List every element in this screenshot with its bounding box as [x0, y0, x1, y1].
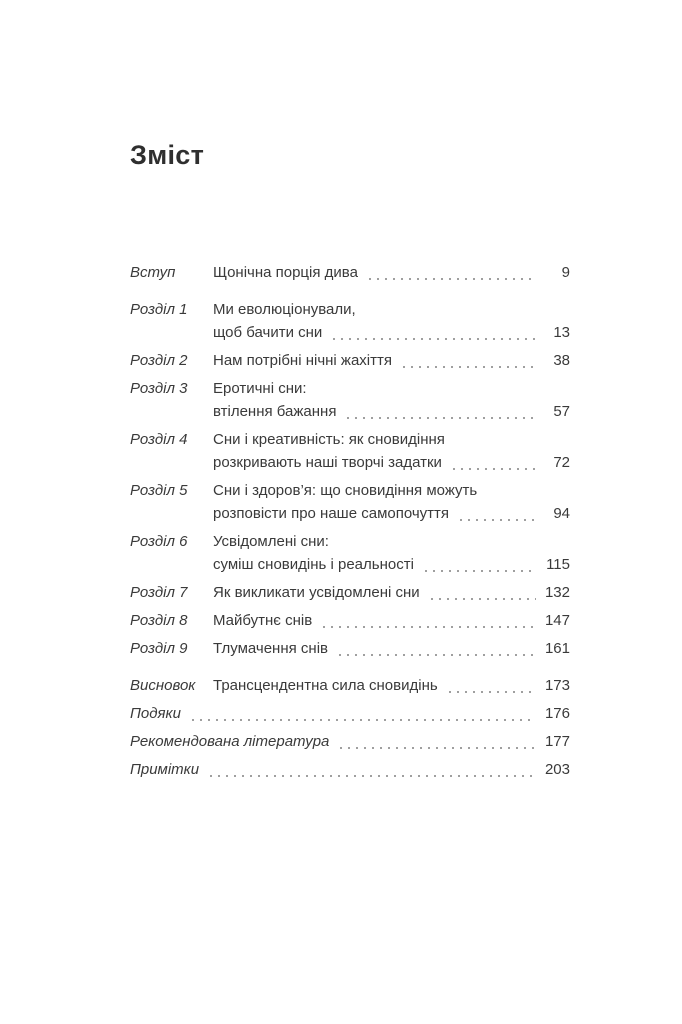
toc-entry-label: Розділ 5: [130, 482, 188, 499]
toc-entry: [130, 349, 570, 372]
toc-entry: [130, 702, 570, 725]
dot-leader: [422, 570, 536, 572]
toc-entry-line: [213, 479, 570, 502]
page-number: 147: [544, 612, 570, 629]
dot-leader: [450, 468, 536, 470]
toc-groups: [130, 261, 570, 781]
toc-entry: [130, 261, 570, 284]
toc-entry-label: Розділ 1: [130, 301, 188, 318]
page-number: 57: [553, 403, 570, 420]
toc-entry-title: Усвідомлені сни:: [213, 533, 329, 550]
dot-leader: [428, 598, 536, 600]
toc-entry-body: [213, 298, 570, 344]
toc-entry: [130, 730, 570, 753]
toc-entry-line: [213, 261, 570, 284]
toc-entry-line: [213, 298, 570, 321]
toc-group: [130, 298, 570, 660]
toc-entry-label: Подяки: [130, 705, 181, 722]
toc-entry-line: [213, 428, 570, 451]
page-number: 9: [561, 264, 570, 281]
dot-leader: [320, 626, 536, 628]
toc-entry-label: Примітки: [130, 761, 200, 778]
toc-entry-body: [213, 261, 570, 284]
toc-entry: [130, 674, 570, 697]
toc-entry-line: [213, 349, 570, 372]
toc-entry-title: Нам потрібні нічні жахіття: [213, 352, 392, 369]
toc-entry-title: суміш сновидінь і реальності: [213, 556, 414, 573]
dot-leader: [337, 747, 536, 749]
toc-entry: [130, 609, 570, 632]
dot-leader: [189, 719, 536, 721]
page-number: 173: [544, 677, 570, 694]
page-number: 177: [544, 733, 570, 750]
page-number: 13: [553, 324, 570, 341]
toc-entry: [130, 428, 570, 474]
page-number: 94: [553, 505, 570, 522]
toc-entry-line: [213, 553, 570, 576]
toc-entry-label: Висновок: [130, 677, 196, 694]
toc-entry-body: [213, 530, 570, 576]
dot-leader: [457, 519, 536, 521]
toc-entry-title: Як викликати усвідомлені сни: [213, 584, 420, 601]
toc-entry-title: втілення бажання: [213, 403, 337, 420]
toc-entry-body: [213, 349, 570, 372]
toc-entry-body: [213, 674, 570, 697]
page-number: 161: [544, 640, 570, 657]
dot-leader: [366, 278, 536, 280]
toc-entry-label: Рекомендована література: [130, 733, 330, 750]
page-number: 115: [546, 556, 570, 573]
toc-entry-body: [213, 428, 570, 474]
toc-entry-body: [213, 581, 570, 604]
toc-entry-title: Сни і креативність: як сновидіння: [213, 431, 445, 448]
toc-entry-title: Щонічна порція дива: [213, 264, 358, 281]
dot-leader: [336, 654, 536, 656]
toc-entry: [130, 637, 570, 660]
toc-entry: [130, 581, 570, 604]
toc-entry: [130, 758, 570, 781]
toc-group: [130, 261, 570, 284]
toc-entry-line: [213, 674, 570, 697]
dot-leader: [400, 366, 536, 368]
toc-entry-title: щоб бачити сни: [213, 324, 323, 341]
page-number: 38: [553, 352, 570, 369]
toc-entry-label: Розділ 3: [130, 380, 188, 397]
toc-entry: [130, 298, 570, 344]
toc-entry-title: розповісти про наше самопочуття: [213, 505, 450, 522]
toc-entry-label: Вступ: [130, 264, 176, 281]
page-number: 132: [544, 584, 570, 601]
dot-leader: [344, 417, 536, 419]
toc-entry-title: Майбутнє снів: [213, 612, 313, 629]
toc-entry-title: Трансцендентна сила сновидінь: [213, 677, 438, 694]
toc-entry-title: розкривають наші творчі задатки: [213, 454, 442, 471]
toc-entry-line: [213, 502, 570, 525]
page-title: Зміст: [130, 140, 205, 170]
toc-entry-body: [213, 637, 570, 660]
toc-entry-line: [213, 581, 570, 604]
toc-entry-label: Розділ 8: [130, 612, 188, 629]
toc-entry-line: [213, 609, 570, 632]
toc-entry-label: Розділ 7: [130, 584, 188, 601]
toc-entry-title: Сни і здоров’я: що сновидіння можуть: [213, 482, 478, 499]
page-number: 72: [553, 454, 570, 471]
toc-entry-label: Розділ 6: [130, 533, 188, 550]
toc-entry-label: Розділ 2: [130, 352, 188, 369]
toc-entry-line: [213, 451, 570, 474]
toc-entry-title: Тлумачення снів: [213, 640, 328, 657]
dot-leader: [446, 691, 536, 693]
toc-entry-line: [213, 637, 570, 660]
toc-entry: [130, 530, 570, 576]
toc-entry-title: Еротичні сни:: [213, 380, 307, 397]
toc-entry-body: [213, 479, 570, 525]
page-number: 176: [544, 705, 570, 722]
toc-entry-line: [213, 377, 570, 400]
toc-entry-line: [213, 400, 570, 423]
toc-entry-body: [213, 377, 570, 423]
toc-entry-line: [213, 321, 570, 344]
toc-entry-body: [213, 609, 570, 632]
page-number: 203: [544, 761, 570, 778]
toc-entry-title: Ми еволюціонували,: [213, 301, 356, 318]
dot-leader: [207, 775, 536, 777]
toc-entry-label: Розділ 4: [130, 431, 188, 448]
dot-leader: [330, 338, 536, 340]
toc-entry: [130, 479, 570, 525]
toc-entry-line: [213, 530, 570, 553]
toc-entry: [130, 377, 570, 423]
toc-group: [130, 674, 570, 781]
toc-entry-label: Розділ 9: [130, 640, 188, 657]
